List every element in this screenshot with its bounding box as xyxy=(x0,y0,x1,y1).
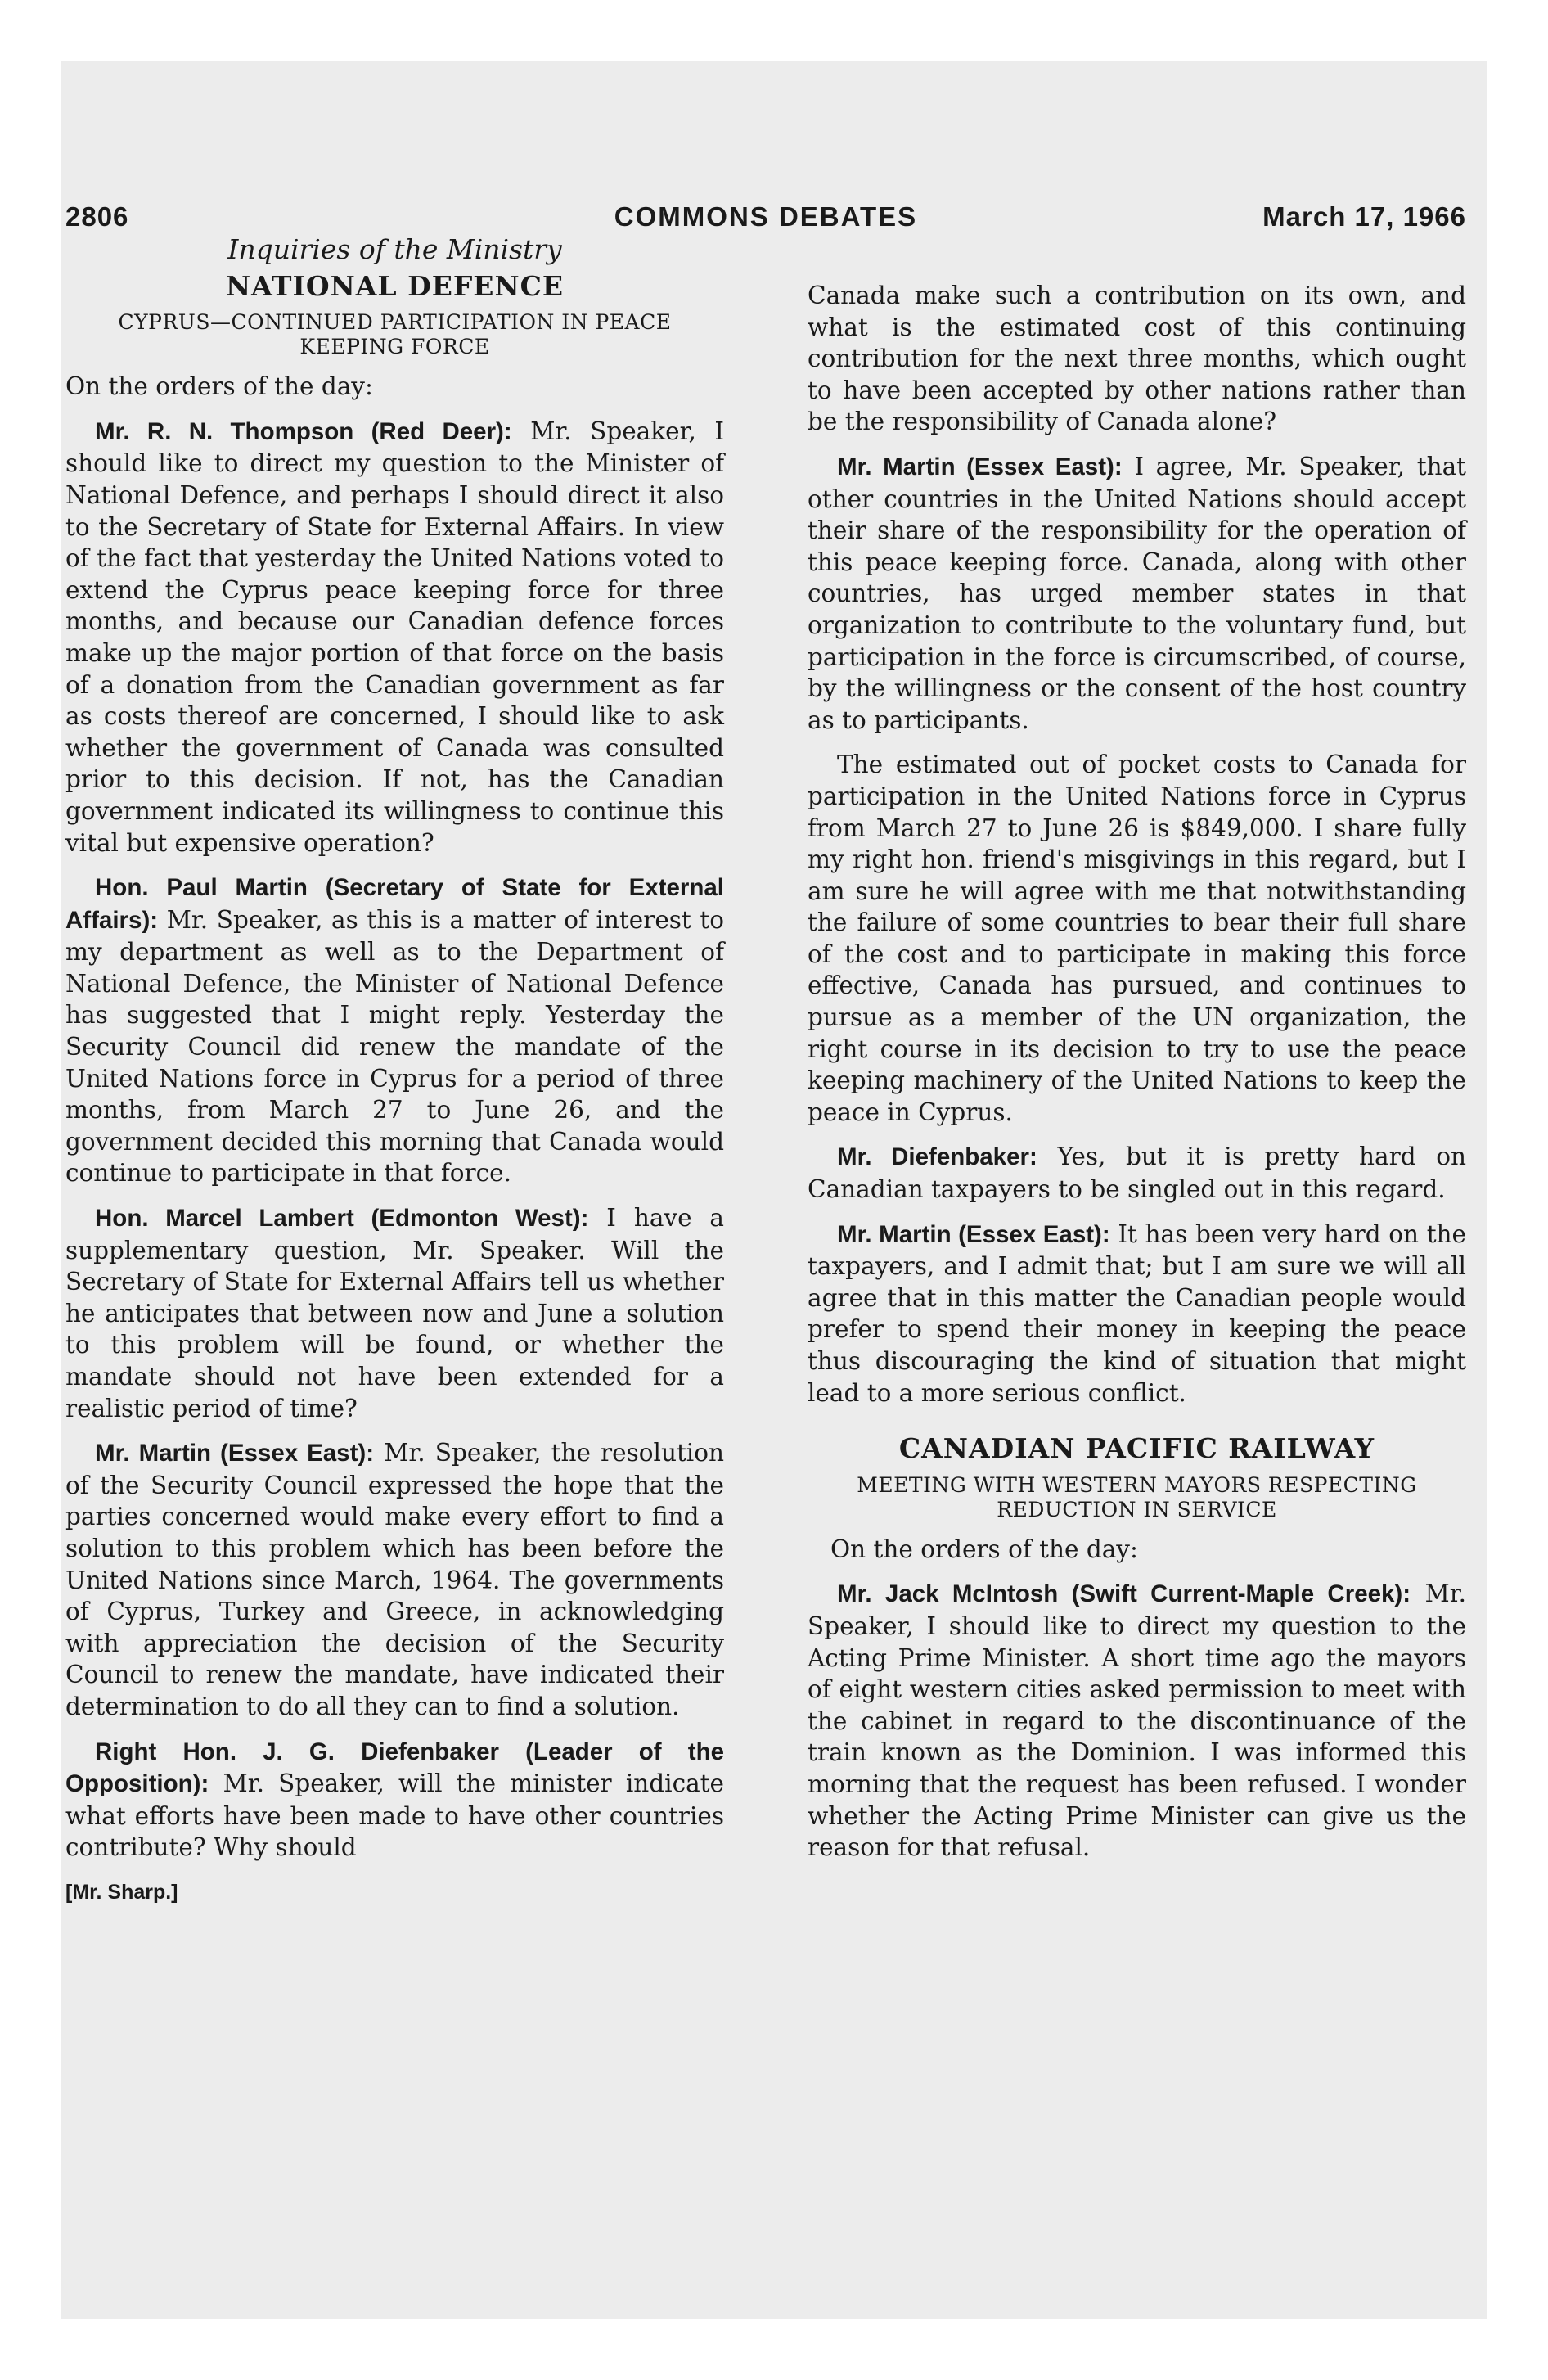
speech-mcintosh: Mr. Speaker, I should like to direct my question to the Acting Prime Minister. A short time ago the mayors of eight western cities asked permission to meet with the cabinet in regard to the discontinuance of the train known as the Dominion. I was informed this morning that the request has been refused. I wonder whether the Acting Prime Minister can give us the reason for that refusal. xyxy=(808,1580,1466,1862)
speaker-martin-2: Mr. Martin (Essex East): xyxy=(837,453,1123,480)
speech-diefenbaker-1: Mr. Speaker, will the minister indicate what efforts have been made to have other countries contribute? Why should xyxy=(65,1769,724,1862)
speech-thompson: Mr. Speaker, I should like to direct my question to the Minister of National Defence, and perhaps I should direct it also to the Secretary of State for External Affairs. In view of the fact that yesterday the United Nations voted to extend the Cyprus peace keeping force for three months, and because our Canadian defence forces make up the major portion of that force on the basis of a donation from the Canadian government as far as costs thereof are concerned, I should like to ask whether the government of Canada was consulted prior to this decision. If not, has the Canadian government indicated its willingness to continue this vital but expensive operation? xyxy=(65,417,724,857)
footer-note: [Mr. Sharp.] xyxy=(65,1880,178,1904)
paragraph-lambert xyxy=(65,1202,724,1424)
speech-paul-martin: Mr. Speaker, as this is a matter of interest to my department as well as to the Department of National Defence, the Minister of National Defence has suggested that I might reply. Yesterday the Security Council did renew the mandate of the United Nations force in Cyprus for a period of three months, from March 27 to June 26, and the government decided this morning that Canada would continue to participate in that force. xyxy=(65,905,724,1188)
orders-of-day: On the orders of the day: xyxy=(65,372,373,401)
paragraph-paul-martin xyxy=(65,872,724,1189)
speech-diefenbaker-2: Yes, but it is pretty hard on Canadian taxpayers to be singled out in this regard. xyxy=(808,1143,1466,1204)
paragraph-costs: The estimated out of pocket costs to Canada for participation in the United Nations force in Cyprus from March 27 to June 26 is $849,000. I share fully my right hon. friend's misgivings in this regard, but I am sure he will agree with me that notwithstanding the failure of some countries to bear their full share of the cost and to participate in making this force effective, Canada has pursued, and continues to pursue as a member of the UN organization, the right course in its decision to try to use the peace keeping machinery of the United Nations to keep the peace in Cyprus. xyxy=(808,751,1466,1126)
publication-title: COMMONS DEBATES xyxy=(614,201,918,232)
paragraph-martin-1 xyxy=(65,1437,724,1722)
speaker-diefenbaker-2: Mr. Diefenbaker: xyxy=(837,1143,1037,1171)
section-rubric: Inquiries of the Ministry xyxy=(227,233,562,265)
speaker-paul-martin: Hon. Paul Martin (Secretary of State for External Affairs): xyxy=(65,874,724,934)
paragraph-martin-3 xyxy=(808,1219,1466,1409)
paragraph-thompson xyxy=(65,416,724,859)
speaker-lambert: Hon. Marcel Lambert (Edmonton West): xyxy=(95,1205,589,1233)
subheading-cyprus: CYPRUS—CONTINUED PARTICIPATION IN PEACE KEEPING FORCE xyxy=(118,310,672,359)
paragraph-mcintosh xyxy=(808,1578,1466,1863)
page-number: 2806 xyxy=(65,201,129,232)
section-heading-national-defence: NATIONAL DEFENCE xyxy=(225,269,565,302)
paragraph-continuation: Canada make such a contribution on its own, and what is the estimated cost of this continuing contribution for the next three months, which ought to have been accepted by other nations rather than be the responsibility of Canada alone? xyxy=(808,282,1466,436)
speaker-martin-3: Mr. Martin (Essex East): xyxy=(837,1220,1110,1248)
paragraph-martin-2 xyxy=(808,451,1466,736)
speaker-martin-1: Mr. Martin (Essex East): xyxy=(95,1440,375,1467)
section-heading-cpr: CANADIAN PACIFIC RAILWAY xyxy=(898,1432,1375,1465)
document-page xyxy=(65,201,1466,2166)
paragraph-diefenbaker-2 xyxy=(808,1141,1466,1205)
left-column xyxy=(65,234,724,1909)
speaker-mcintosh: Mr. Jack McIntosh (Swift Current-Maple Creek): xyxy=(837,1580,1411,1608)
paragraph-diefenbaker-1 xyxy=(65,1736,724,1864)
orders-of-day-2: On the orders of the day: xyxy=(830,1535,1138,1563)
speech-lambert: I have a supplementary question, Mr. Speaker. Will the Secretary of State for External Affairs tell us whether he anticipates that between now and June a solution to this problem will be found, or whether the mandate should not have been extended for a realistic period of time? xyxy=(65,1204,724,1422)
speech-martin-3: It has been very hard on the taxpayers, and I admit that; but I am sure we will all agree that in this matter the Canadian people would prefer to spend their money in keeping the peace thus discouraging the kind of situation that might lead to a more serious conflict. xyxy=(808,1219,1467,1407)
speech-martin-2: I agree, Mr. Speaker, that other countries in the United Nations should accept their share of the responsibility for the operation of this peace keeping force. Canada, along with other countries, has urged member states in that organization to contribute to the voluntary fund, but participation in the force is circumscribed, of course, by the willingness or the consent of the host country as to participants. xyxy=(808,452,1467,734)
speaker-diefenbaker-1: Right Hon. J. G. Diefenbaker (Leader of the Opposition): xyxy=(65,1738,724,1798)
right-column xyxy=(808,280,1466,1877)
speech-martin-1: Mr. Speaker, the resolution of the Security Council expressed the hope that the parties concerned would make every effort to find a solution to this problem which has been before the United Nations since March, 1964. The governments of Cyprus, Turkey and Greece, in acknowledging with appreciation the decision of the Security Council to renew the mandate, have indicated their determination to do all they can to find a solution. xyxy=(65,1439,724,1720)
subheading-mayors: MEETING WITH WESTERN MAYORS RESPECTING REDUCTION IN SERVICE xyxy=(857,1472,1417,1521)
issue-date: March 17, 1966 xyxy=(1262,201,1466,232)
speaker-thompson: Mr. R. N. Thompson (Red Deer): xyxy=(95,417,512,445)
